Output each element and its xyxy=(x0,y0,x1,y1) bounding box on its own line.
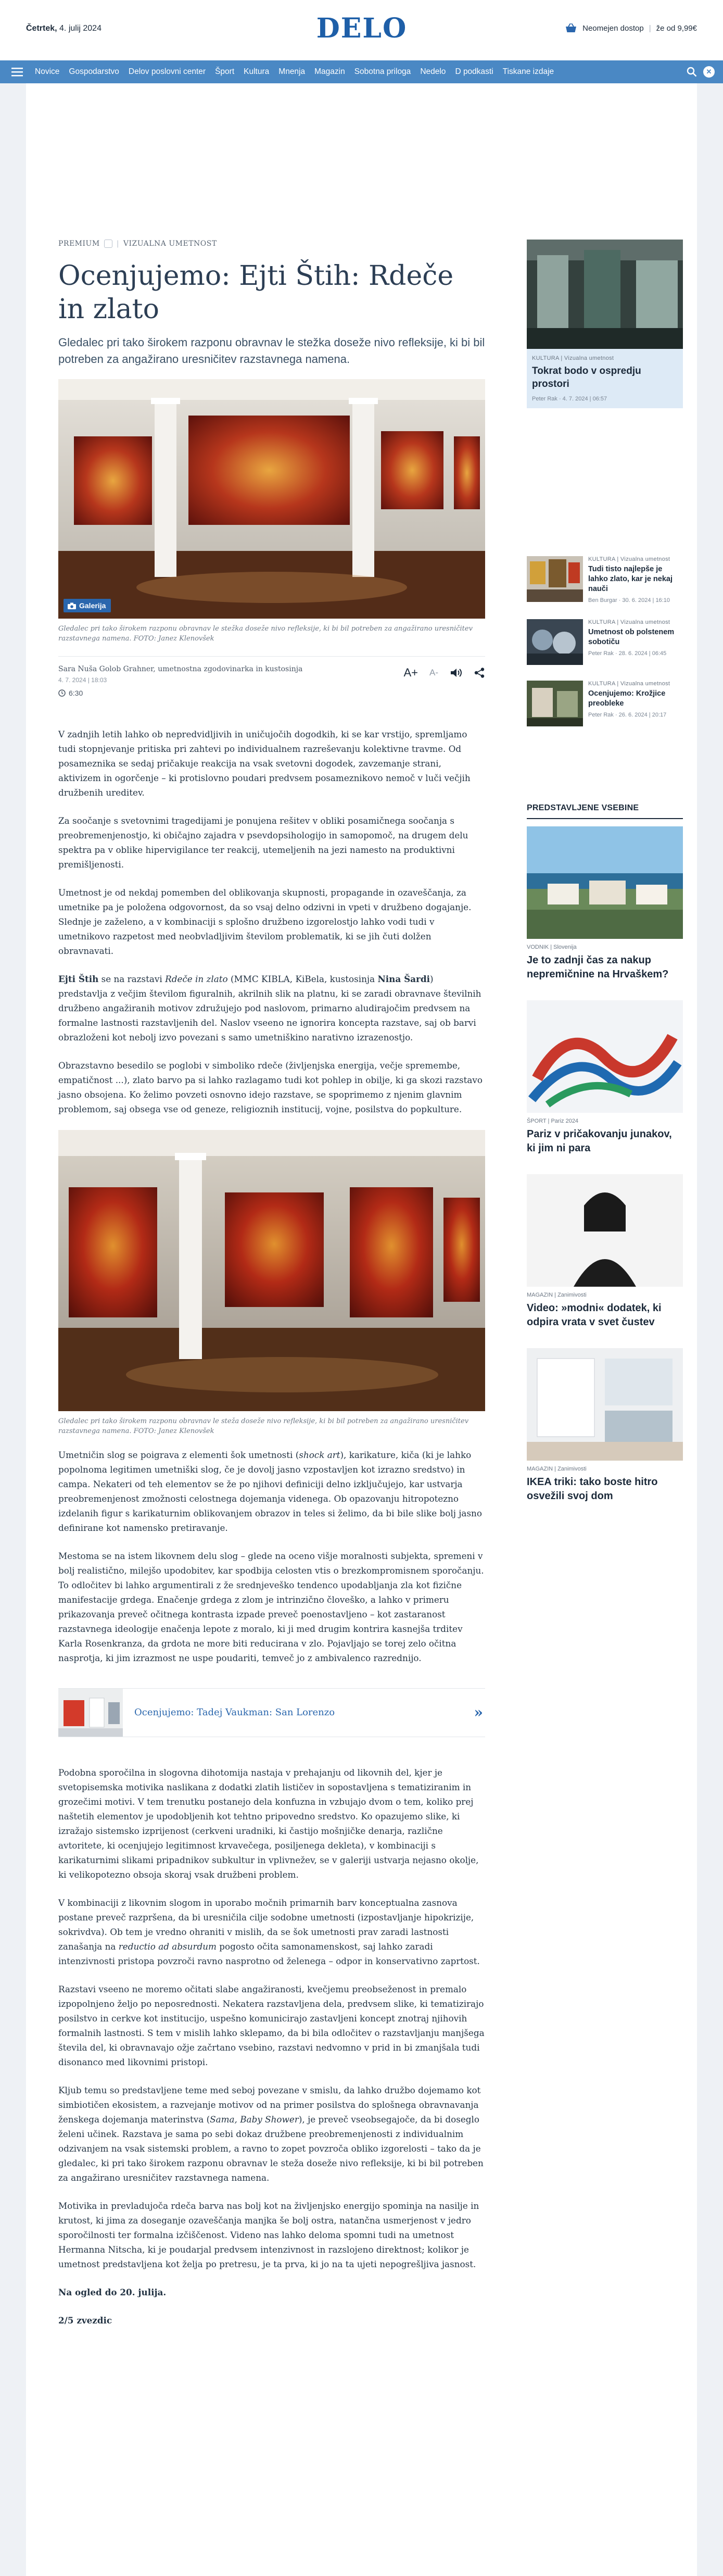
paragraph: V zadnjih letih lahko ob nepredvidljivih in uničujočih dogodkih, ki se kar vrstijo, spremljamo tudi stopnjevanje pritiska pri zahtevi po individualnem razreševanju kolektivne travme. Od posameznika se sedaj pričakuje reakcija na vsak svetovni dogodek, zavzemanje strani, aktivizem in ogorčenje – ki protislovno poudari predvsem posameznikovo nemoč v luči večjih družbenih ureditev. xyxy=(58,729,471,798)
paragraph: Podobna sporočilna in slogovna dihotomija nastaja v prehajanju od likovnih del, kjer je svetopisemska motivika naslikana z dodatki zlatih lističev in sopostavljena s tematiziranim in grozečimi motivi. V tem trenutku postanejo dela konfuzna in vzbujajo dvom o tem, koliko prej naštetih elementov je upodobljenih kot tehtno pripovedno sredstvo. Ko opazujemo slike, ki izražajo sistemsko izprijenost (cerkveni uradniki, ki častijo mošnjičke denarja, različne avtoritete, ki ocenjujejo legitimnost krvavečega, posiljenega dekleta), v kombinaciji s karikaturnimi slikami pripadnikov subkultur in vplivnežev, se v galeriji ustvarja nejasno okolje, ki velikopotezno obsoja skoraj vsak družbeni problem. xyxy=(58,1767,479,1880)
nav-item-nedelo[interactable]: Nedelo xyxy=(420,67,446,76)
paragraph: Mestoma se na istem likovnem delu slog – glede na oceno višje moralnosti subjekta, spremeni v bolj realistično, milejšo upodobitev, kar spodbija celosten vtis o brezkompromisnem sporočanju. To odločitev bi lahko argumentirali z že srednjeveško tendenco upodabljanja zla kot fizične manifestacije grdega. Enačenje grdega z zlom je intrinzično človeško, a lahko v primeru prikazovanja preveč očitnega kontrasta izpade preveč poenostavljeno – kot zastaranost razstavnega ideologije enačenja lepote z moralo, ki ji med drugim kontrira kasnejša trditev Karla Rosenkranza, da grdota ne more biti reducirana v zlo. Pojavljajo se torej zelo očitna nasprotja, ki jim izrazmost ne uspe poudariti, temveč jo z ambivalenco razrednijo. xyxy=(58,1551,484,1663)
nav-item-sport[interactable]: Šport xyxy=(215,67,235,76)
sidebar-top-image xyxy=(527,240,683,349)
article-tools xyxy=(403,666,485,680)
paragraph: Na ogled do 20. julija. xyxy=(58,2287,167,2297)
gallery-photo-2 xyxy=(58,1130,485,1411)
read-time: 6:30 xyxy=(58,689,485,697)
menu-icon[interactable] xyxy=(11,67,23,77)
author-name[interactable]: Sara Nuša Golob Grahner, umetnostna zgodovinarka in kustosinja xyxy=(58,665,303,673)
sidebar xyxy=(527,240,683,1522)
paragraph: V kombinaciji z likovnim slogom in uporabo močnih primarnih barv konceptualna zasnova postane preveč razpršena, da bi uresničila cilje sodobne umetnosti (izpostavljanje hipokrizije, sokrivdva). Ob tem je vredno ohraniti v mislih, da se šok umetnosti prav zaradi lastnosti zanašanja na reductio ad absurdum pogosto očita samonamenskost, saj lahko zaradi intenzivnosti pristopa povzroči ravno nasprotno od želenega – odpor in konservativno zaprtost. xyxy=(58,1898,480,1966)
gallery-photo xyxy=(58,379,485,619)
list-item[interactable]: KULTURA | Vizualna umetnost Ocenjujemo: Krožjice preobleke Peter Rak · 26. 6. 2024 | 20:17 xyxy=(527,681,683,726)
subscription-link[interactable]: Neomejen dostop | že od 9,99€ xyxy=(565,23,697,33)
hero-image[interactable] xyxy=(58,379,485,619)
related-title[interactable]: Ocenjujemo: Tadej Vaukman: San Lorenzo xyxy=(134,1707,335,1718)
site-header xyxy=(0,0,723,60)
nav-item-sobotna-priloga[interactable]: Sobotna priloga xyxy=(354,67,411,76)
paragraph: Umetničin slog se poigrava z elementi šok umetnosti (shock art), karikature, kiča (ki je lahko popolnoma legitimen umetniški slog, če je dovolj jasno vzpostavljen kot izrazno sredstvo) in campa. Nekateri od teh elementov se že po njihovi definiciji delno izključujejo, kar ustvarja preobremenjenost zmožnosti celostnega dojemanja videnega. Ob opazovanju hitropoteznо izdelanih figur s karikaturnim oblikovanjem obrazov in teles si želimo, da bi bile slike bolj jasno definirane kot namensko pretiravanje. xyxy=(58,1450,482,1533)
nav-item-tiskane-izdaje[interactable]: Tiskane izdaje xyxy=(502,67,554,76)
article-body xyxy=(58,727,485,2328)
premium-badge-icon xyxy=(104,240,112,248)
font-increase-button[interactable]: A+ xyxy=(403,666,418,679)
close-icon[interactable]: ✕ xyxy=(703,66,715,78)
share-icon[interactable] xyxy=(474,667,485,678)
related-article-link[interactable] xyxy=(58,1688,485,1737)
article-kicker: PREMIUM | VIZUALNA UMETNOST xyxy=(58,240,217,248)
clock-icon xyxy=(58,689,66,697)
article-lead: Gledalec pri tako širokem razponu obravnav le stežka doseže nivo refleksije, ki bi bil potreben za angažirano uresničitev razstavnega namena. xyxy=(58,336,485,366)
list-item[interactable]: KULTURA | Vizualna umetnost Tudi tisto najlepše je lahko zlato, kar je nekaj nauči Ben Burgar · 30. 6. 2024 | 16:10 xyxy=(527,556,683,604)
paragraph: Ejti Štih se na razstavi Rdeče in zlato (MMC KIBLA, KiBela, kustosinja Nina Šardi) predstavlja z večjim številom figuralnih, akrilnih slik na platnu, ki se zaradi obravnave številnih družbeno angažiranih motivov združujejo pod naslovom, primarno aludirajočim predvsem na formalne lastnosti razstavljenih del. Naslov vseeno ne ignorira koncepta razstave, saj ob barvi obrazloženi kot nebolj izvo povezani s samo umetniškino narativno izrazenostjo. xyxy=(58,974,481,1042)
list-item[interactable]: KULTURA | Vizualna umetnost Umetnost ob polstenem sobotiču Peter Rak · 28. 6. 2024 | 06:45 xyxy=(527,619,683,665)
nav-item-mnenja[interactable]: Mnenja xyxy=(278,67,306,76)
page-container xyxy=(26,83,697,2576)
sidebar-top-card[interactable]: KULTURA | Vizualna umetnost Tokrat bodo v ospredju prostori Peter Rak · 4. 7. 2024 | 06:57 xyxy=(527,240,683,408)
site-logo[interactable]: DELO xyxy=(316,12,408,44)
paragraph: Obrazstavno besedilo se poglobi v simboliko rdeče (življenjska energija, večje spremembe, empatičnost ...), zlato barvo pa si lahko razlagamo tudi kot pohlep in obilje, ki ga skozi razstavo jasno obsojena. Ko želimo povzeti osnovno idejo razstave, se spoprimemo z njenim glavnim problemom, saj obsega vse od geneze, religioznih institucij, vojne, posilstva do popkulture. xyxy=(58,1060,483,1114)
speaker-icon[interactable] xyxy=(450,667,462,678)
article-title: Ocenjujemo: Ejti Štih: Rdeče in zlato xyxy=(58,260,454,325)
nav-item-gospodarstvo[interactable]: Gospodarstvo xyxy=(69,67,119,76)
paragraph: Za soočanje s svetovnimi tragedijami je ponujena rešitev v obliki posamičnega soočanja s preobremenjenostjo, ki običajno zajadra v psevdopsihologijo in samopomoč, na drugem delu spektra pa v oblike hipervigilance ter reakcij, utemeljenih na jezi namesto na produktivni premišljenosti. xyxy=(58,815,468,870)
exhibition-image[interactable] xyxy=(58,1130,485,1411)
featured-content xyxy=(527,803,683,1503)
main-navigation xyxy=(0,60,723,83)
sidebar-article-list xyxy=(527,556,683,726)
font-decrease-button[interactable]: A- xyxy=(429,668,438,677)
paragraph: Kljub temu so predstavljene teme med seboj povezane v smislu, da lahko družbo dojemamo kot simbiotičen ekosistem, a razvejanje motivov od na primer posilstva do splošnega obravnavanja ženskega dojemanja materinstva (Sama, Baby Shower), je preveč vseobsegajoče, da bi doseglo želeni učinek. Razstava je sama po sebi dokaz družbene preobremenjenosti z individualnim odzivanjem na vsak sistemski problem, a ravno to zopet povzroča obliko izgorelosti – tako da je gledalec, ki pri tako širokem razponu obravnav le steža doseže nivo refleksije, ki bi bil potreben za angažirano uresničitev razstavnega namena. xyxy=(58,2085,484,2183)
paragraph: Umetnost je od nekdaj pomemben del oblikovanja skupnosti, propagande in ozaveščanja, za umetnike pa je položena odgovornost, da so vsaj delno odzivni in vpeti v družbeno dogajanje. Slednje je zaželeno, a v kombinaciji s splošno družbeno izgorelostjo lahko vodi tudi v umetnikovo razpetost med neobvladljivim številom problematik, ki se jih čuti dolžen obravnavati. xyxy=(58,887,472,956)
promo-card[interactable]: MAGAZIN | Zanimivosti IKEA triki: tako boste hitro osvežili svoj dom xyxy=(527,1348,683,1503)
paragraph: Razstavi vseeno ne moremo očitati slabe angažiranosti, kvečjemu preobseženost in premalo izpopolnjeno željo po neposrednosti. Nekatera razstavljena dela, predvsem slike, ki tematizirajo posilstvo in cerkve kot institucijo, uspešno komunicirajo zastavljeni koncept znotraj njihovih formalnih lastnosti. S tem v mislih lahko sklepamo, da bi bila odločitev o razstavljanju manjšega števila del, ki obravnavajo ožje začrtano vsebino, razstavi nedvomno v prid in bi zmanjšala tudi disonanco med likovnimi pristopi. xyxy=(58,1984,485,2067)
nav-item-kultura[interactable]: Kultura xyxy=(244,67,270,76)
search-icon[interactable] xyxy=(687,67,697,77)
current-date: Četrtek, 4. julij 2024 xyxy=(26,24,102,33)
double-chevron-right-icon[interactable]: » xyxy=(474,1704,483,1721)
promo-card[interactable]: VODNIK | Slovenija Je to zadnji čas za nakup nepremičnine na Hrvaškem? xyxy=(527,826,683,982)
nav-item-novice[interactable]: Novice xyxy=(35,67,60,76)
promo-card[interactable]: ŠPORT | Pariz 2024 Pariz v pričakovanju junakov, ki jim ni para xyxy=(527,1000,683,1155)
article xyxy=(58,240,485,2341)
exhibition-caption: Gledalec pri tako širokem razponu obravnav le steža doseže nivo refleksije, ki bi bil potreben za angažirano uresničitev razstavnega namena. FOTO: Janez Klenovšek xyxy=(58,1417,469,1435)
nav-item-poslovni-center[interactable]: Delov poslovni center xyxy=(128,67,206,76)
gallery-button[interactable]: Galerija xyxy=(64,599,111,612)
sidebar-top-title[interactable]: Tokrat bodo v ospredju prostori xyxy=(532,366,641,389)
basket-icon xyxy=(565,23,577,33)
section-link[interactable]: VIZUALNA UMETNOST xyxy=(123,240,217,248)
rating: 2/5 zvezdic xyxy=(58,2315,112,2326)
promo-card[interactable]: MAGAZIN | Zanimivosti Video: »modni« dodatek, ki odpira vrata v svet čustev xyxy=(527,1174,683,1329)
paragraph: Motivika in prevladujoča rdeča barva nas bolj kot na življenjsko energijo spominja na nasilje in krutost, ki jima za doseganje ozaveščanja manjka še bolj ostra, natančna usmerjenost v jedro sporočilnosti ter formalna izčiščenost. Videno nas lahko deloma spomni tudi na umetnost Hermanna Nitscha, ki je poudarjal predvsem intenzivnost in razslojeno direktnost; kolikor je umetnost predstavljena kot želja po pretresu, je ta prva, ki jo na ta ujeti nepogrešljiva jasnost. xyxy=(58,2201,479,2269)
featured-heading: PREDSTAVLJENE VSEBINE xyxy=(527,803,683,819)
nav-item-podkasti[interactable]: D podkasti xyxy=(455,67,493,76)
publish-timestamp: 4. 7. 2024 | 18:03 xyxy=(58,676,107,684)
article-meta xyxy=(58,656,485,706)
hero-caption: Gledalec pri tako širokem razponu obravnav le stežka doseže nivo refleksije, ki bi bil potreben za angažirano uresničitev razstavnega namena. FOTO: Janez Klenovšek xyxy=(58,625,473,643)
camera-icon xyxy=(68,602,76,609)
nav-item-magazin[interactable]: Magazin xyxy=(314,67,345,76)
related-thumbnail xyxy=(58,1689,123,1737)
